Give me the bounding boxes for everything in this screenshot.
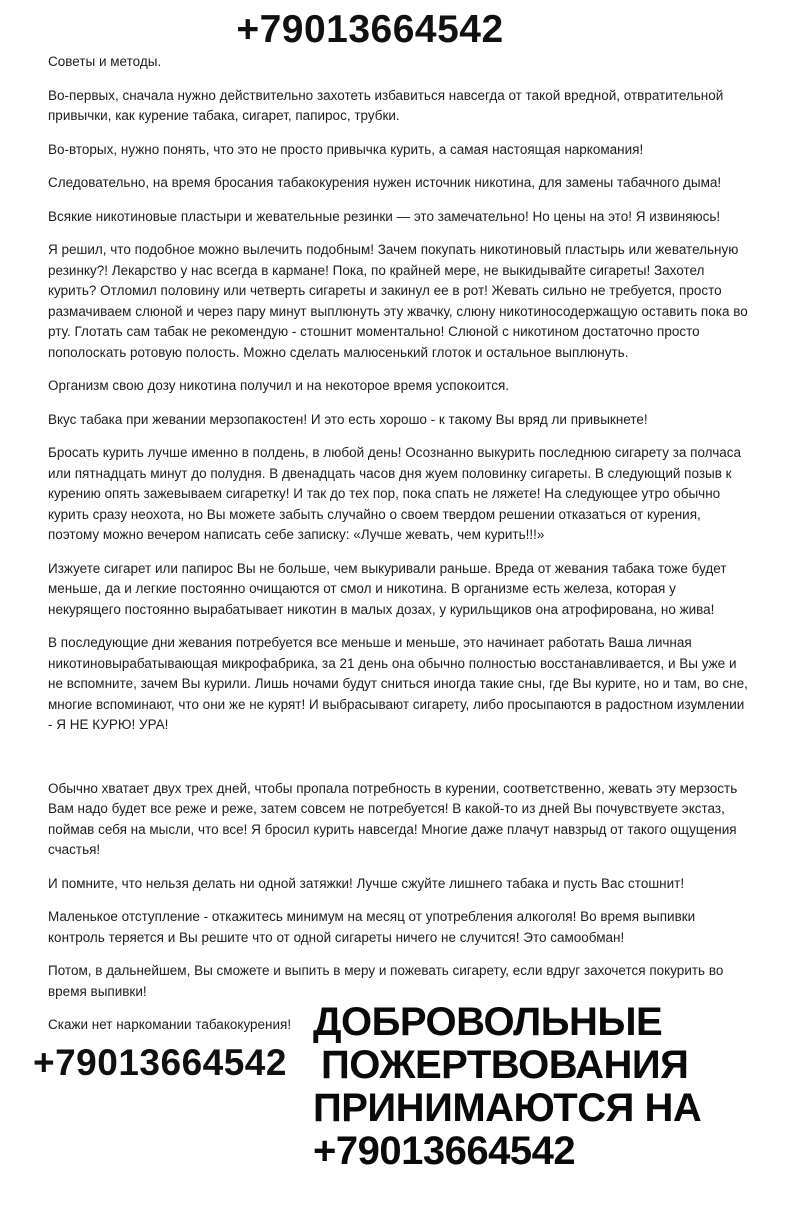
paragraph: Следовательно, на время бросания табакокурения нужен источник никотина, для замены табачного дыма!	[48, 175, 722, 190]
paragraph: Маленькое отступление - откажитесь минимум на месяц от употребления алкоголя! Во время выпивки контроль теряется и Вы решите что от одной сигареты ничего не случится! Это самообман!	[48, 909, 696, 945]
donation-line: ПОЖЕРТВОВАНИЯ	[321, 1043, 689, 1087]
paragraph: И помните, что нельзя делать ни одной затяжки! Лучше сжуйте лишнего табака и пусть Вас стошнит!	[48, 875, 685, 891]
donation-line: ДОБРОВОЛЬНЫЕ	[313, 1000, 663, 1044]
paragraph: Вкус табака при жевании мерзопакостен! И это есть хорошо - к такому Вы вряд ли привыкнете!	[48, 411, 648, 427]
document-footer	[33, 1000, 800, 1215]
footer-slogan: Скажи нет наркомании табакокурения!	[48, 1017, 292, 1032]
donation-line: ПРИНИМАЮТСЯ НА	[313, 1086, 702, 1130]
paragraph: Обычно хватает двух трех дней, чтобы пропала потребность в курении, соответственно, жевать эту мерзость Вам надо будет все реже и реже, затем совсем не потребуется! В какой-то из дней Вы почувствуете экстаз, поймав себя на мысли, что все! Я бросил курить навсегда! Многие даже плачут навзрыд от такого ощущения счастья!	[48, 780, 738, 857]
document-body	[48, 52, 748, 1002]
donation-notice	[313, 1001, 793, 1173]
footer-phone-number: +79013664542	[33, 1041, 287, 1083]
section-heading: Советы и методы.	[48, 54, 162, 69]
paragraph: Во-первых, сначала нужно действительно захотеть избавиться навсегда от такой вредной, отвратительной привычки, как курение табака, сигарет, папирос, трубки.	[48, 87, 724, 123]
paragraph: Бросать курить лучше именно в полдень, в любой день! Осознанно выкурить последнюю сигарету за полчаса или пятнадцать минут до полудня. В двенадцать часов дня жуем половинку сигареты. В следующий позыв к курению опять зажевываем сигаретку! И так до тех пор, пока спать не ляжете! На следующее утро обычно курить сразу неохота, но Вы можете забыть случайно о своем твердом решении отказаться от курения, поэтому можно вечером написать себе записку: «Лучше жевать, чем курить!!!»	[48, 445, 742, 542]
paragraph: В последующие дни жевания потребуется все меньше и меньше, это начинает работать Ваша личная никотиновырабатывающая микрофабрика, за 21 день она обычно полностью восстанавливается, и Вы уже и не вспомните, зачем Вы курили. Лишь ночами будут сниться иногда такие сны, где Вы курите, но и там, во сне, многие вспоминают, что они же не курят! И выбрасывают сигарету, либо просыпаются в радостном изумлении - Я НЕ КУРЮ! УРА!	[48, 635, 748, 732]
donation-phone-number: +79013664542	[313, 1129, 576, 1173]
header-phone-number: +79013664542	[236, 8, 504, 51]
paragraph: Во-вторых, нужно понять, что это не просто привычка курить, а самая настоящая наркомания!	[48, 141, 644, 157]
paragraph: Организм свою дозу никотина получил и на некоторое время успокоится.	[48, 378, 510, 393]
document-page	[0, 8, 800, 1173]
paragraph: Потом, в дальнейшем, Вы сможете и выпить в меру и пожевать сигарету, если вдруг захочется покурить во время выпивки!	[48, 963, 724, 999]
paragraph: Изжуете сигарет или папирос Вы не больше, чем выкуривали раньше. Вреда от жевания табака тоже будет меньше, да и легкие постоянно очищаются от смол и никотина. В организме есть железа, которая у некурящего постоянно вырабатывает никотин в малых дозах, у курильщиков она атрофирована, но жива!	[48, 560, 727, 617]
paragraph: Я решил, что подобное можно вылечить подобным! Зачем покупать никотиновый пластырь или жевательную резинку?! Лекарство у нас всегда в кармане! Пока, по крайней мере, не выкидывайте сигареты! Захотел курить? Отломил половину или четверть сигареты и закинул ее в рот! Жевать сильно не требуется, просто размачиваем слюной и через пару минут выплюнуть эту жвачку, слюну никотиносодержащую оставить пока во рту. Глотать сам табак не рекомендую - стошнит моментально! Слюной с никотином достаточно просто пополоскать ротовую полость. Можно сделать малюсенький глоток и остальное выплюнуть.	[48, 242, 748, 360]
paragraph: Всякие никотиновые пластыри и жевательные резинки — это замечательно! Но цены на это! Я извиняюсь!	[48, 208, 721, 224]
